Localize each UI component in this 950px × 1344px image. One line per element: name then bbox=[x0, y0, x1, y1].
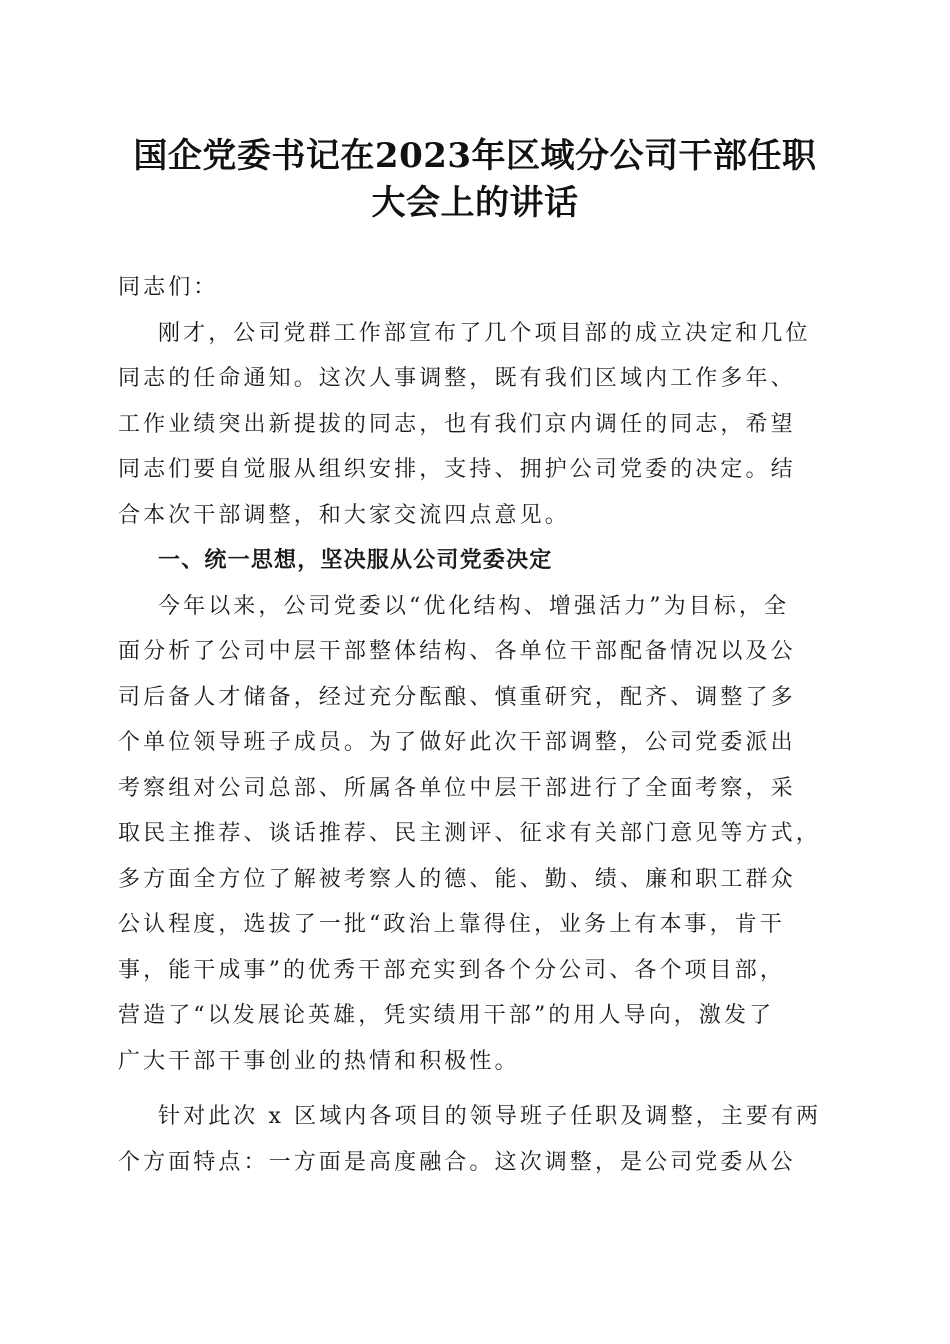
salutation: 同志们： bbox=[118, 275, 219, 300]
paragraph-line: 司后备人才储备，经过充分酝酿、慎重研究，配齐、调整了多 bbox=[118, 684, 796, 710]
paragraph-2 bbox=[118, 584, 832, 1085]
paragraph-3 bbox=[118, 1094, 832, 1185]
document-title bbox=[110, 133, 840, 227]
paragraph-line: 刚才，公司党群工作部宣布了几个项目部的成立决定和几位 bbox=[158, 320, 811, 346]
paragraph-line: 合本次干部调整，和大家交流四点意见。 bbox=[118, 502, 570, 528]
paragraph-line: 同志们要自觉服从组织安排，支持、拥护公司党委的决定。结 bbox=[118, 457, 796, 482]
title-line: 大会上的讲话 bbox=[371, 183, 579, 223]
section-heading: 一、统一思想，坚决服从公司党委决定 bbox=[158, 548, 553, 573]
paragraph-line: 营造了“以发展论英雄，凭实绩用干部”的用人导向，激发了 bbox=[118, 1003, 775, 1028]
paragraph-line: 个单位领导班子成员。为了做好此次干部调整，公司党委派出 bbox=[118, 730, 796, 755]
paragraph-line: 考察组对公司总部、所属各单位中层干部进行了全面考察，采 bbox=[118, 775, 796, 801]
paragraph-line: 取民主推荐、谈话推荐、民主测评、征求有关部门意见等方式， bbox=[118, 821, 821, 846]
paragraph-line: 事，能干成事”的优秀干部充实到各个分公司、各个项目部， bbox=[118, 957, 785, 983]
paragraph-1 bbox=[118, 311, 832, 539]
paragraph-line: 个方面特点：一方面是高度融合。这次调整，是公司党委从公 bbox=[118, 1149, 796, 1175]
paragraph-line: 同志的任命通知。这次人事调整，既有我们区域内工作多年、 bbox=[118, 366, 796, 391]
title-line: 国企党委书记在2023年区域分公司干部任职 bbox=[133, 136, 817, 176]
document-body bbox=[118, 265, 832, 1185]
paragraph-line: 工作业绩突出新提拔的同志，也有我们京内调任的同志，希望 bbox=[118, 411, 796, 437]
paragraph-line: 针对此次 x 区域内各项目的领导班子任职及调整，主要有两 bbox=[158, 1104, 822, 1129]
paragraph-line: 今年以来，公司党委以“优化结构、增强活力”为目标，全 bbox=[158, 593, 790, 619]
paragraph-gap bbox=[118, 1084, 832, 1094]
paragraph-line: 面分析了公司中层干部整体结构、各单位干部配备情况以及公 bbox=[118, 639, 796, 664]
paragraph-line: 多方面全方位了解被考察人的德、能、勤、绩、廉和职工群众 bbox=[118, 866, 796, 892]
paragraph-line: 公认程度，选拔了一批“政治上靠得住，业务上有本事，肯干 bbox=[118, 912, 785, 937]
paragraph-line: 广大干部干事创业的热情和积极性。 bbox=[118, 1048, 520, 1074]
